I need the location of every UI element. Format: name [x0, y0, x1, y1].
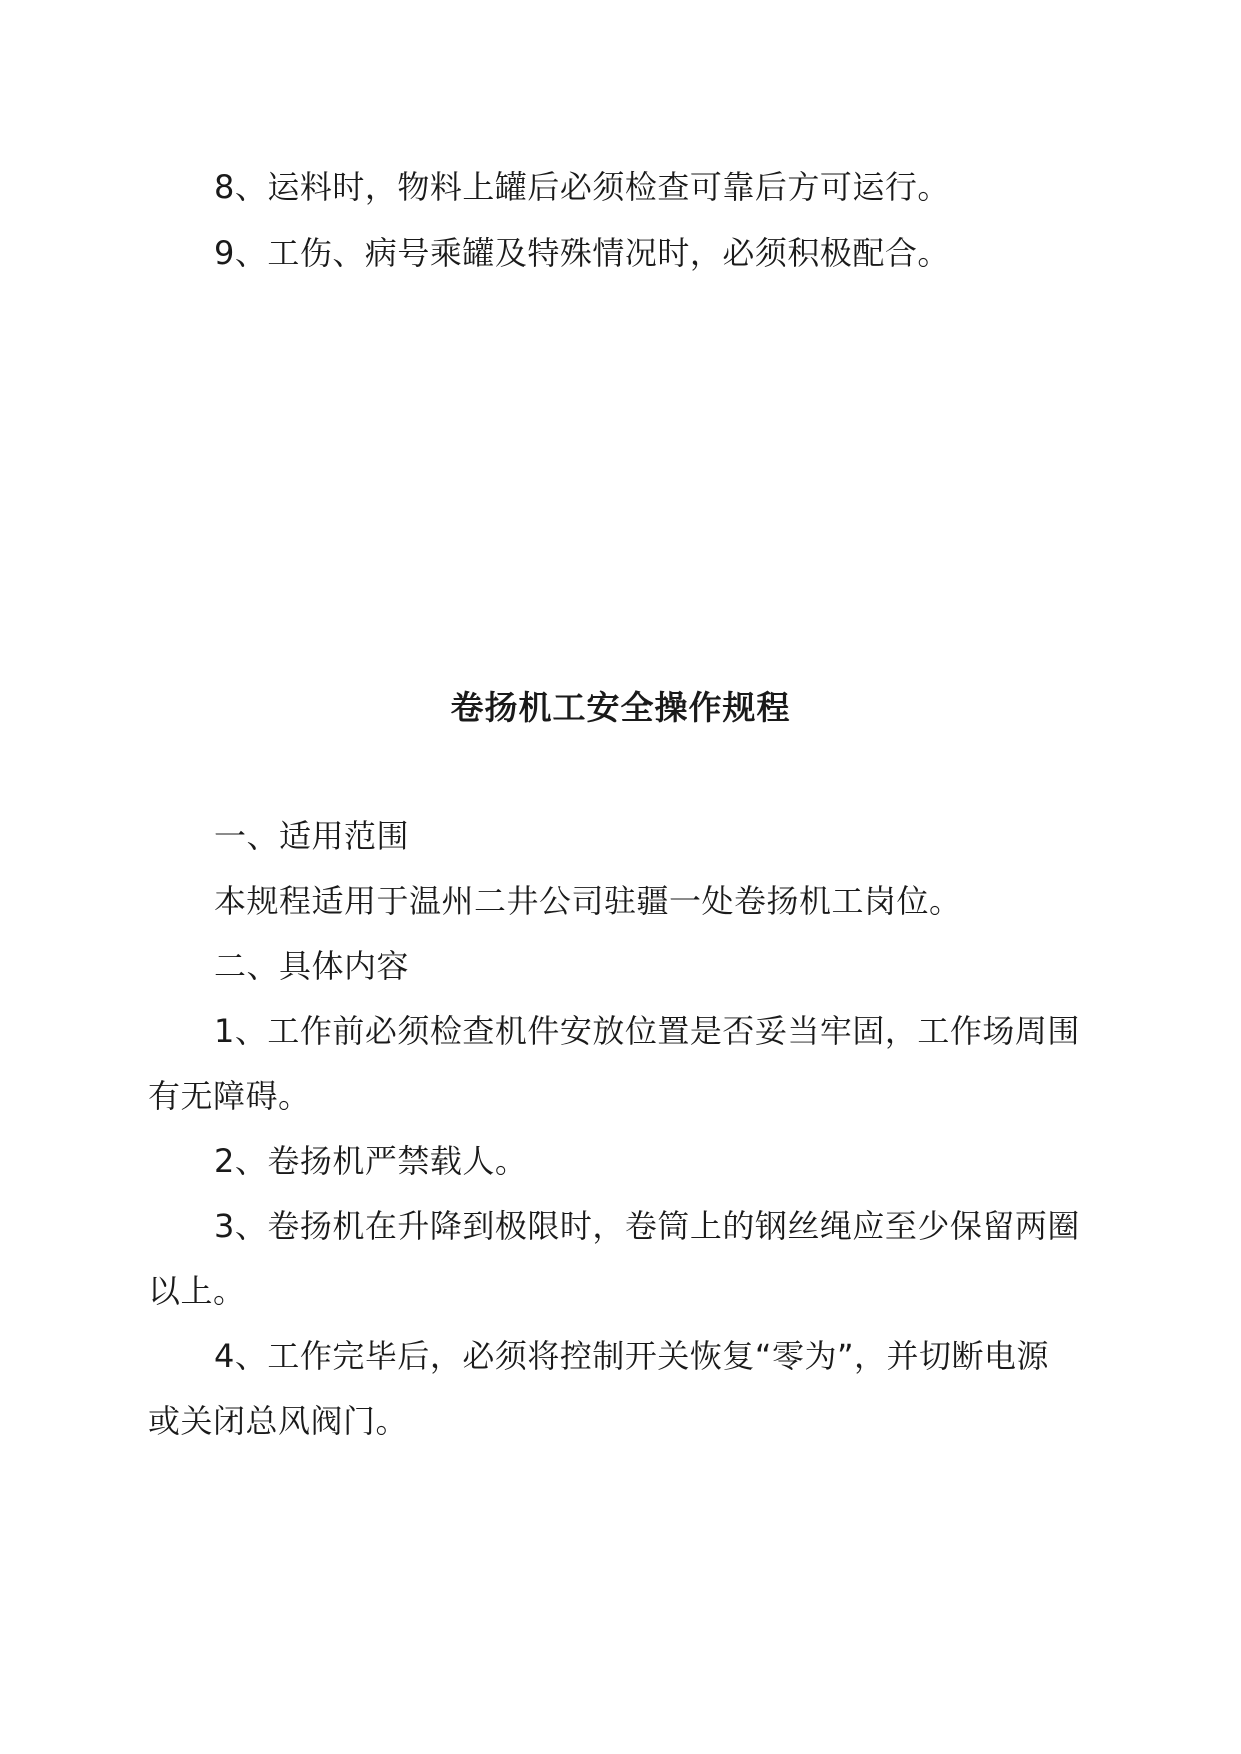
list-item-1-line-2: 有无障碍。 — [148, 1077, 311, 1115]
section-heading-scope: 一、适用范围 — [214, 817, 410, 855]
list-item-3-line-2: 以上。 — [148, 1272, 246, 1310]
section-heading-content: 二、具体内容 — [214, 947, 410, 985]
list-item-9: 9、工伤、病号乘罐及特殊情况时，必须积极配合。 — [214, 234, 950, 272]
list-item-3-line-1: 3、卷扬机在升降到极限时，卷筒上的钢丝绳应至少保留两圈 — [214, 1207, 1080, 1245]
scope-paragraph: 本规程适用于温州二井公司驻疆一处卷扬机工岗位。 — [214, 882, 962, 920]
document-title: 卷扬机工安全操作规程 — [450, 688, 791, 727]
list-item-2: 2、卷扬机严禁载人。 — [214, 1142, 528, 1180]
list-item-4-line-2: 或关闭总风阀门。 — [148, 1402, 409, 1440]
list-item-8: 8、运料时，物料上罐后必须检查可靠后方可运行。 — [214, 168, 950, 206]
list-item-1-line-1: 1、工作前必须检查机件安放位置是否妥当牢固，工作场周围 — [214, 1012, 1080, 1050]
list-item-4-line-1: 4、工作完毕后，必须将控制开关恢复“零为”，并切断电源 — [214, 1337, 1050, 1375]
